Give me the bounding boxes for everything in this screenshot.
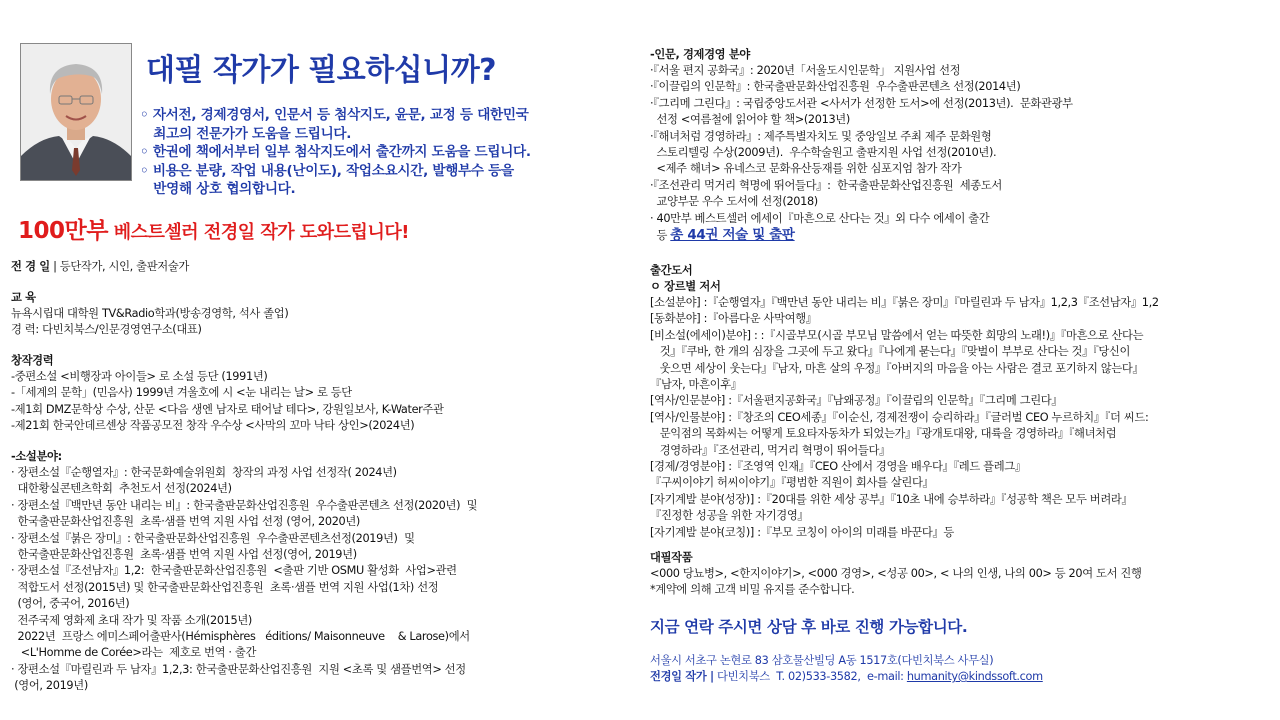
page-title: 대필 작가가 필요하십니까? — [146, 53, 497, 88]
author-photo — [20, 43, 132, 181]
list-item: 경영하라』『조선관리, 먹거리 혁명이 뛰어들다』 — [650, 443, 891, 457]
list-item: 『남자, 마흔이후』 — [650, 378, 742, 392]
list-item: 『구씨이야기 허씨이야기』『평범한 직원이 회사를 살린다』 — [650, 476, 934, 490]
list-item: [자기계발 분야(코칭)] :『부모 코칭이 아이의 미래를 바꾼다』등 — [650, 525, 954, 539]
list-item: [동화분야] :『아름다운 사막여행』 — [650, 312, 817, 326]
list-item: [비소설(에세이)분야] : :『시골부모(시골 부모님 말씀에서 얻는 따뜻한 희망의 노래!)』『마흔으로 산다는 — [650, 328, 1144, 342]
list-item: -「세계의 문학」(민음사) 1999년 겨울호에 시 <눈 내리는 날> 로 등단 — [11, 386, 352, 400]
list-item: · 장편소설『조선남자』1,2: 한국출판문화산업진흥원 <출판 기반 OSMU 활성화 사업>관련 — [11, 564, 457, 578]
author-portrait-icon — [21, 44, 131, 180]
list-item: ·『이끌림의 인문학』: 한국출판문화산업진흥원 우수출판콘텐츠 선정(2014년) — [650, 80, 1021, 94]
novel-heading: -소설분야: — [11, 450, 62, 463]
list-item: [자기계발 분야(성장)] :『20대를 위한 세상 공부』『10초 내에 승부하라』『성공학 책은 모두 버려라』 — [650, 492, 1133, 506]
author-name-line — [11, 259, 189, 275]
humanities-heading: -인문, 경제경영 분야 — [650, 48, 750, 61]
list-item: 한국출판문화산업진흥원 초록·샘플 번역 지원 사업 선정(영어, 2019년) — [11, 548, 357, 562]
bullet-line: ◦ 자서전, 경제경영서, 인문서 등 첨삭지도, 윤문, 교정 등 대한민국 — [140, 107, 529, 123]
list-item: 교양부문 우수 도서에 선정(2018) — [650, 195, 818, 209]
tagline — [18, 212, 409, 245]
books-list — [650, 295, 1159, 541]
list-item: ·『서울 편지 공화국』: 2020년「서울도시인문학」 지원사업 선정 — [650, 64, 961, 77]
list-item: -제1회 DMZ문학상 수상, 산문 <다음 생엔 남자로 태어날 테다>, 강원일보사, K-Water주관 — [11, 402, 444, 416]
confidentiality-note: *계약에 의해 고객 비밀 유지를 준수합니다. — [650, 583, 855, 596]
ghostwritten-heading: 대필작품 — [650, 551, 693, 564]
contact-cta: 지금 연락 주시면 상담 후 바로 진행 가능합니다. — [650, 618, 968, 636]
list-item: <제주 해녀> 유네스코 문화유산등재를 위한 심포지엄 참가 작가 — [650, 162, 962, 176]
contact-phone: 다빈치북스 T. 02)533-3582, e-mail: — [713, 670, 907, 683]
contact-line — [650, 669, 1043, 685]
list-item: 스토리텔링 수상(2009년). 우수학술원고 출판지원 사업 선정(2010년). — [650, 146, 997, 160]
list-item: 적합도서 선정(2015년) 및 한국출판문화산업진흥원 초록·샘플 번역 지원 사업(1차) 선정 — [11, 580, 439, 594]
published-books-heading: 출간도서 — [650, 264, 693, 277]
list-item: · 장편소설『마릴린과 두 남자』1,2,3: 한국출판문화산업진흥원 지원 <초록 및 샘플번역> 선정 — [11, 662, 466, 676]
humanities-list — [650, 63, 1073, 227]
author-name: 전 경 일 — [11, 260, 50, 273]
total-books-highlight: 총 44권 저술 및 출판 — [670, 227, 795, 243]
list-item: · 40만부 베스트셀러 에세이『마흔으로 산다는 것』외 다수 에세이 출간 — [650, 211, 990, 225]
total-books-line — [650, 227, 795, 244]
bullet-line: 반영해 상호 협의합니다. — [140, 181, 296, 198]
list-item: · 장편소설『순행열자』: 한국문화예술위원회 창작의 과정 사업 선정작( 2024년) — [11, 466, 397, 479]
author-role: | 등단작가, 시인, 출판저술가 — [49, 260, 189, 273]
bullet-line: 최고의 전문가가 도움을 드립니다. — [140, 125, 352, 142]
total-books-prefix: 등 — [650, 229, 671, 242]
list-item: [역사/인물분야] :『창조의 CEO세종』『이순신, 경제전쟁이 승리하라』『글러벌 CEO 누르하치』『더 씨드: — [650, 410, 1149, 424]
books-by-genre-heading: ㅇ 장르별 저서 — [650, 280, 721, 293]
list-item: 웃으면 세상이 웃는다』『남자, 마흔 살의 우정』『아버지의 마음을 아는 사람은 결코 포기하지 않는다』 — [650, 361, 1144, 375]
career-line: 경 력: 다빈치북스/인문경영연구소(대표) — [11, 323, 202, 336]
list-item: 『진정한 성공을 위한 자기경영』 — [650, 509, 809, 523]
service-bullets — [140, 106, 531, 199]
ghostwritten-line: <000 당뇨병>, <한지이야기>, <000 경영>, <성공 00>, < 나의 인생, 나의 00> 등 20여 도서 진행 — [650, 567, 1142, 580]
novel-list — [11, 465, 477, 695]
list-item: [소설분야] :『순행열자』『백만년 동안 내리는 비』『붉은 장미』『마릴린과 두 남자』1,2,3『조선남자』1,2 — [650, 296, 1159, 309]
bullet-line: ◦ 한권에 책에서부터 일부 첨삭지도에서 출간까지 도움을 드립니다. — [140, 144, 531, 161]
list-item: 한국출판문화산업진흥원 초록·샘플 번역 지원 사업 선정 (영어, 2020년) — [11, 515, 360, 529]
list-item: <L'Homme de Corée>라는 제호로 번역 · 출간 — [11, 646, 257, 660]
tagline-highlight: 100만부 — [18, 218, 108, 244]
list-item: 문익점의 목화씨는 어떻게 토요타자동차가 되었는가』『광개토대왕, 대륙을 경영하라』『해녀처럼 — [650, 427, 1117, 441]
email-link[interactable]: humanity@kindssoft.com — [906, 670, 1043, 683]
list-item: [역사/인문분야] :『서울편지공화국』『남왜공정』『이끌림의 인문학』『그리메 그린다』 — [650, 394, 1063, 408]
list-item: -중편소설 <비행장과 아이들> 로 소설 등단 (1991년) — [11, 370, 268, 383]
bullet-line: ◦ 비용은 분량, 작업 내용(난이도), 작업소요시간, 발행부수 등을 — [140, 162, 514, 179]
list-item: ·『해녀처럼 경영하라』: 제주특별자치도 및 중앙일보 주최 제주 문화원형 — [650, 129, 992, 143]
contact-address: 서울시 서초구 논현로 83 삼호물산빌딩 A동 1517호(다빈치북스 사무실) — [650, 654, 994, 667]
list-item: · 장편소설『백만년 동안 내리는 비』: 한국출판문화산업진흥원 우수출판콘텐츠 선정(2020년) 및 — [11, 498, 478, 512]
list-item: 것』『쿠바, 한 개의 심장을 그곳에 두고 왔다』『나에게 묻는다』『맞벌이 부부로 산다는 것』『당신이 — [650, 345, 1131, 359]
list-item: 대한황실콘텐츠학회 추천도서 선정(2024년) — [11, 482, 232, 496]
list-item: 선정 <여름철에 읽어야 할 책>(2013년) — [650, 113, 850, 127]
list-item: ·『조선관리 먹거리 혁명에 뛰어들다』: 한국출판문화산업진흥원 세종도서 — [650, 178, 1002, 192]
list-item: ·『그리메 그린다』: 국립중앙도서관 <사서가 선정한 도서>에 선정(2013년). 문화관광부 — [650, 96, 1073, 110]
list-item: (영어, 중국어, 2016년) — [11, 597, 130, 611]
list-item: 2022년 프랑스 에미스페어출판사(Hémisphères éditions/ Maisonneuve & Larose)에서 — [11, 630, 470, 644]
education-heading: 교 육 — [11, 291, 36, 304]
list-item: · 장편소설『붉은 장미』: 한국출판문화산업진흥원 우수출판콘텐츠선정(2019년) 및 — [11, 531, 415, 545]
tagline-text: 베스트셀러 전경일 작가 도와드립니다! — [107, 222, 409, 243]
education-line: 뉴욕시립대 대학원 TV&Radio학과(방송경영학, 석사 졸업) — [11, 307, 289, 320]
list-item: [경제/경영분야] :『조영역 인재』『CEO 산에서 경영을 배우다』『레드 플레그』 — [650, 460, 1026, 474]
creative-career-list — [11, 369, 444, 435]
contact-name: 전경일 작가 | — [650, 670, 714, 683]
list-item: (영어, 2019년) — [11, 679, 88, 693]
creative-career-heading: 창작경력 — [11, 354, 54, 367]
list-item: -제21회 한국안데르센상 작품공모전 창작 우수상 <사막의 꼬마 낙타 상인>(2024년) — [11, 419, 415, 433]
list-item: 전주국제 영화제 초대 작가 및 작품 소개(2015년) — [11, 613, 252, 627]
